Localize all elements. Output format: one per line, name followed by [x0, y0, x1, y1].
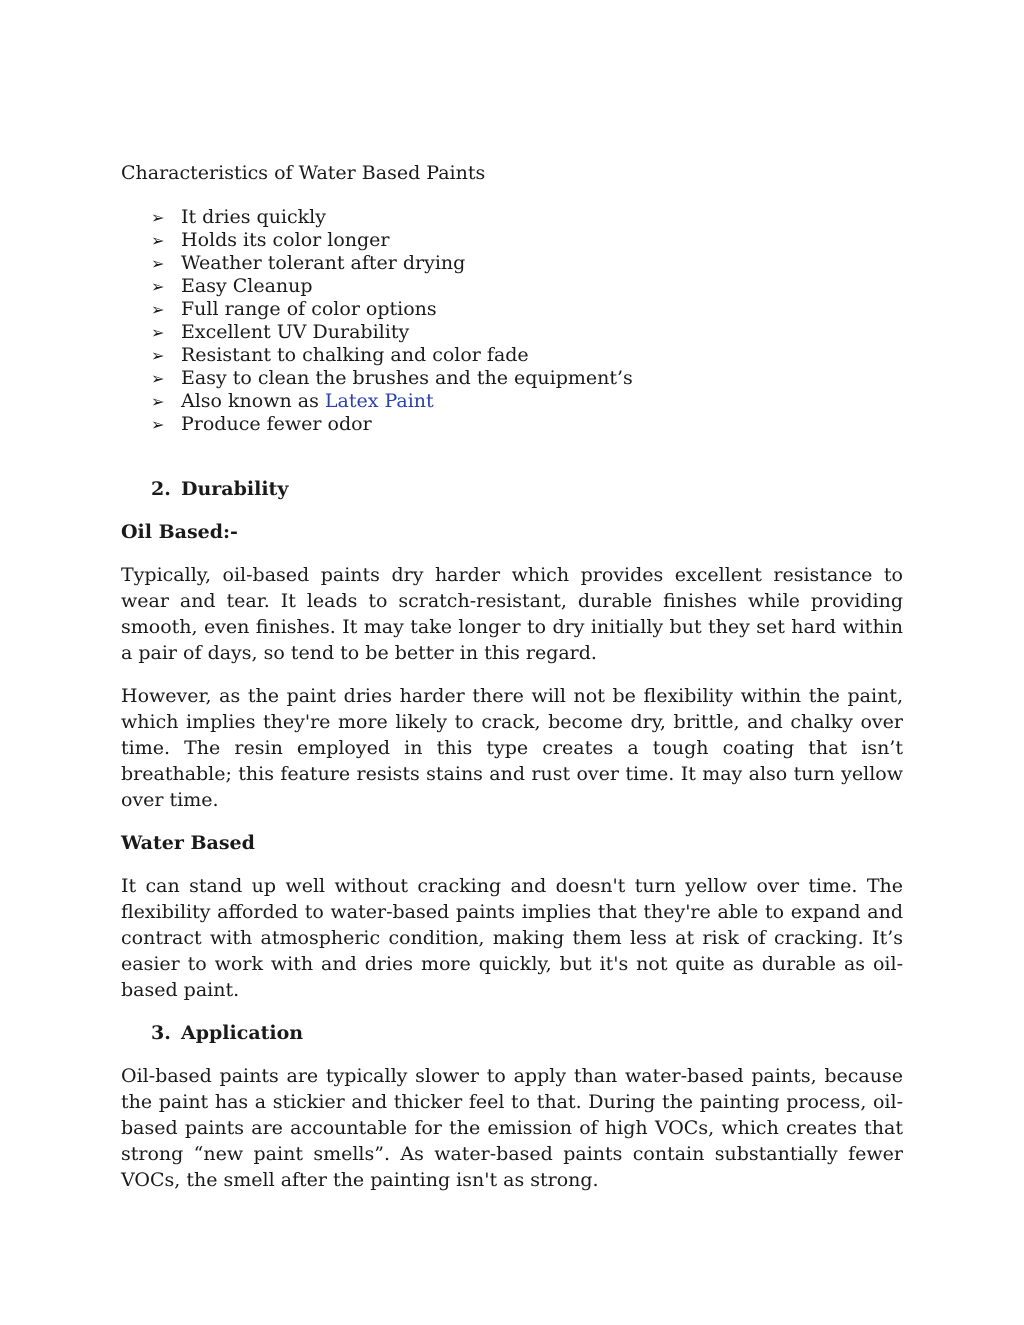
- list-item-text: It dries quickly: [181, 206, 326, 228]
- arrow-bullet-icon: ➢: [151, 346, 165, 365]
- arrow-bullet-icon: ➢: [151, 323, 165, 342]
- section-title: Application: [181, 1022, 304, 1044]
- list-item-text: Easy to clean the brushes and the equipment’s: [181, 367, 633, 389]
- application-paragraph: Oil-based paints are typically slower to apply than water-based paints, because the paint has a stickier and thicker feel to that. During the painting process, oil-based paints are accountable for the emission of high VOCs, which creates that strong “new paint smells”. As water-based paints contain substantially fewer VOCs, the smell after the painting isn't as strong.: [121, 1065, 903, 1191]
- section-number: 2.: [151, 478, 171, 500]
- list-item-text: Resistant to chalking and color fade: [181, 344, 529, 366]
- characteristics-list: [151, 206, 903, 436]
- oil-based-paragraph-2: However, as the paint dries harder there will not be flexibility within the paint, which implies they're more likely to crack, become dry, brittle, and chalky over time. The resin employed in this type creates a tough coating that isn’t breathable; this feature resists stains and rust over time. It may also turn yellow over time.: [121, 685, 903, 811]
- section-title: Durability: [181, 478, 289, 500]
- list-item-text: Weather tolerant after drying: [181, 252, 466, 274]
- list-item-text: Holds its color longer: [181, 229, 390, 251]
- list-item: [151, 413, 903, 436]
- arrow-bullet-icon: ➢: [151, 208, 165, 227]
- oil-based-paragraph-1: Typically, oil-based paints dry harder which provides excellent resistance to wear and tear. It leads to scratch-resistant, durable finishes while providing smooth, even finishes. It may take longer to dry initially but they set hard within a pair of days, so tend to be better in this regard.: [121, 564, 903, 664]
- arrow-bullet-icon: ➢: [151, 392, 165, 411]
- list-item-text: Excellent UV Durability: [181, 321, 410, 343]
- arrow-bullet-icon: ➢: [151, 231, 165, 250]
- arrow-bullet-icon: ➢: [151, 369, 165, 388]
- arrow-bullet-icon: ➢: [151, 254, 165, 273]
- document-content: [121, 160, 903, 1193]
- water-based-heading: Water Based: [121, 832, 255, 854]
- arrow-bullet-icon: ➢: [151, 300, 165, 319]
- list-item: [151, 229, 903, 252]
- list-item: [151, 206, 903, 229]
- section-number: 3.: [151, 1022, 171, 1044]
- oil-based-heading: Oil Based:-: [121, 521, 238, 543]
- list-item: [151, 252, 903, 275]
- section-heading-application: [121, 1020, 903, 1046]
- arrow-bullet-icon: ➢: [151, 415, 165, 434]
- list-item-text: Easy Cleanup: [181, 275, 313, 297]
- list-item: [151, 275, 903, 298]
- list-item-text: Also known as: [181, 390, 325, 412]
- list-item: [151, 390, 903, 413]
- intro-title: Characteristics of Water Based Paints: [121, 162, 486, 184]
- list-item: [151, 321, 903, 344]
- section-heading-durability: [121, 476, 903, 502]
- list-item: [151, 367, 903, 390]
- latex-paint-link[interactable]: Latex Paint: [324, 390, 434, 412]
- water-based-paragraph: It can stand up well without cracking and doesn't turn yellow over time. The flexibility afforded to water-based paints implies that they're able to expand and contract with atmospheric condition, making them less at risk of cracking. It’s easier to work with and dries more quickly, but it's not quite as durable as oil-based paint.: [121, 875, 903, 1001]
- list-item-text: Full range of color options: [181, 298, 437, 320]
- list-item: [151, 344, 903, 367]
- list-item-text: Produce fewer odor: [181, 413, 372, 435]
- list-item: [151, 298, 903, 321]
- arrow-bullet-icon: ➢: [151, 277, 165, 296]
